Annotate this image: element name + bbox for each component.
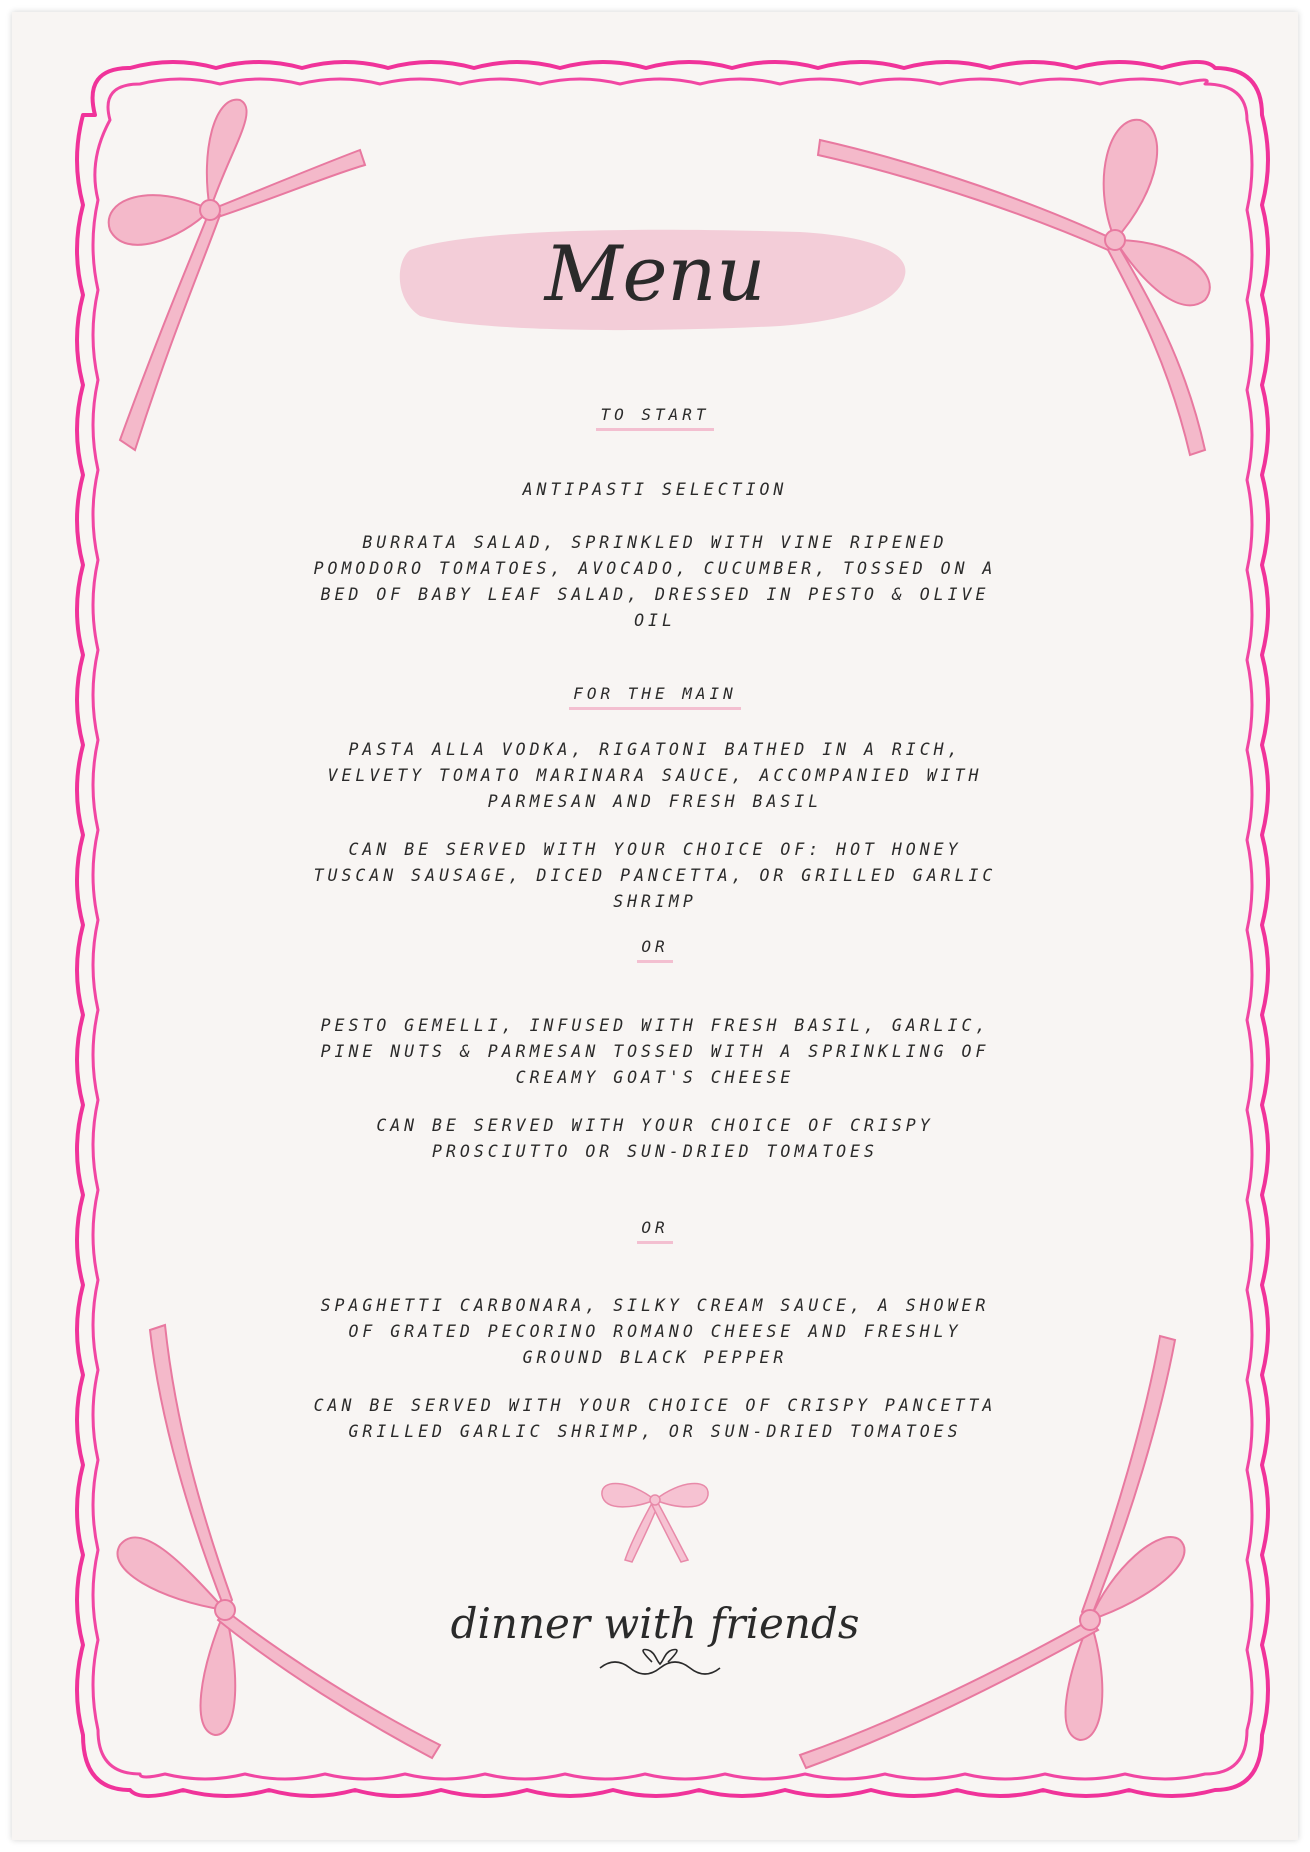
menu-item-description: BURRATA SALAD, SPRINKLED WITH VINE RIPENED POMODORO TOMATOES, AVOCADO, CUCUMBER, TOSSED ON A BED OF BABY LEAF SALAD, DRESSED IN PESTO & OLIVE OIL: [313, 533, 997, 630]
footer-tagline: dinner with friends: [450, 1599, 860, 1648]
section-heading: TO START: [596, 405, 713, 431]
scalloped-border-inner: [93, 79, 1252, 1779]
menu-item-options: CAN BE SERVED WITH YOUR CHOICE OF CRISPY PROSCIUTTO OR SUN-DRIED TOMATOES: [376, 1116, 934, 1161]
small-bow-icon: [602, 1484, 708, 1562]
menu-item-options: CAN BE SERVED WITH YOUR CHOICE OF: HOT HONEY TUSCAN SAUSAGE, DICED PANCETTA, OR GRILLED GARLIC SHRIMP: [313, 840, 997, 911]
menu-item-options: CAN BE SERVED WITH YOUR CHOICE OF CRISPY PANCETTA GRILLED GARLIC SHRIMP, OR SUN-DRIED TOMATOES: [313, 1396, 997, 1441]
ribbon-bow-icon: [109, 100, 365, 450]
menu-item-title: ANTIPASTI SELECTION: [522, 480, 788, 499]
section-heading: OR: [637, 1218, 672, 1244]
section-heading: OR: [637, 937, 672, 963]
wave-flourish-icon: [600, 1650, 720, 1675]
section-heading: FOR THE MAIN: [569, 684, 741, 710]
page-title: Menu: [544, 229, 766, 318]
menu-item-description: PESTO GEMELLI, INFUSED WITH FRESH BASIL, GARLIC, PINE NUTS & PARMESAN TOSSED WITH A SPRINKLING OF CREAMY GOAT'S CHEESE: [320, 1016, 990, 1087]
ribbon-bow-icon: [118, 1325, 440, 1758]
menu-item-description: SPAGHETTI CARBONARA, SILKY CREAM SAUCE, A SHOWER OF GRATED PECORINO ROMANO CHEESE AND FRESHLY GROUND BLACK PEPPER: [320, 1296, 990, 1367]
menu-item-description: PASTA ALLA VODKA, RIGATONI BATHED IN A RICH, VELVETY TOMATO MARINARA SAUCE, ACCOMPANIED WITH PARMESAN AND FRESH BASIL: [327, 740, 983, 811]
